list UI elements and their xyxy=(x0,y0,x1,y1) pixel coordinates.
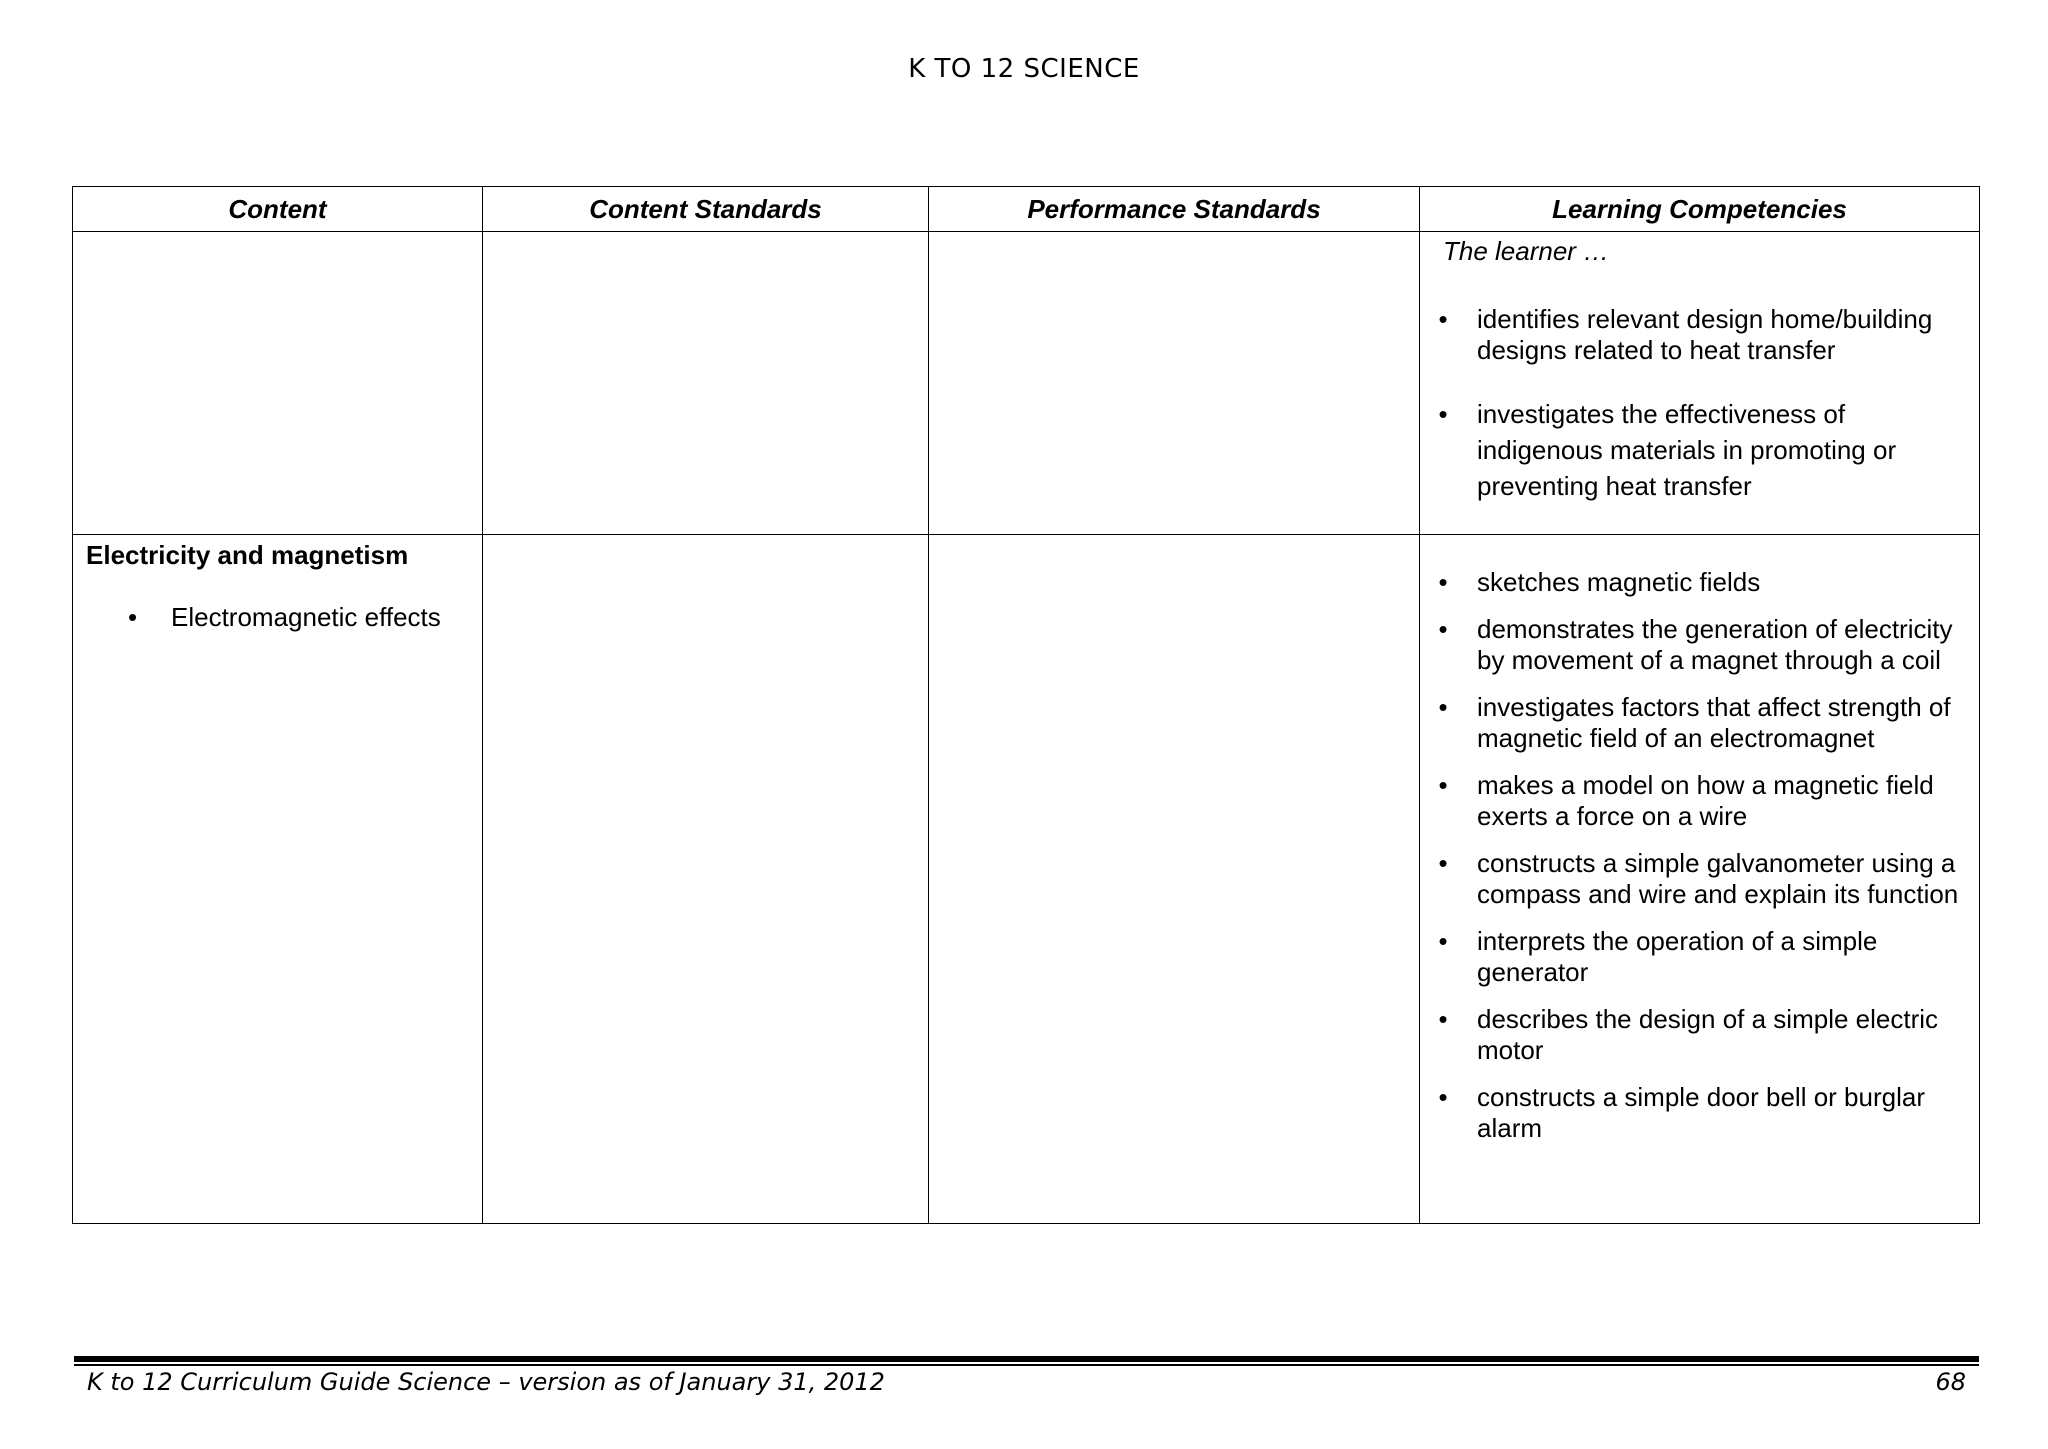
content-standards-cell xyxy=(483,535,929,1224)
bullet-icon: • xyxy=(128,602,138,632)
bullet-icon: • xyxy=(1438,1004,1448,1034)
competency-text: makes a model on how a magnetic field exerts a force on a wire xyxy=(1477,770,1934,831)
bullet-icon: • xyxy=(1438,770,1448,800)
list-item xyxy=(1420,1004,1979,1066)
competency-text: demonstrates the generation of electricity by movement of a magnet through a coil xyxy=(1477,614,1953,675)
column-header-performance-standards: Performance Standards xyxy=(929,187,1420,232)
performance-standards-cell xyxy=(929,232,1420,535)
table-row xyxy=(73,232,1980,535)
bullet-icon: • xyxy=(1438,399,1448,429)
list-item xyxy=(1420,304,1979,366)
content-title: Electricity and magnetism xyxy=(86,540,409,570)
page-header: K TO 12 SCIENCE xyxy=(908,54,1140,84)
bullet-icon: • xyxy=(1438,1082,1448,1112)
competency-text: constructs a simple door bell or burglar alarm xyxy=(1477,1082,1925,1143)
competency-text: constructs a simple galvanometer using a compass and wire and explain its function xyxy=(1477,848,1959,909)
footer-caption: K to 12 Curriculum Guide Science – version as of January 31, 2012 xyxy=(87,1368,885,1396)
competency-list xyxy=(1420,567,1979,1144)
competency-text: investigates factors that affect strength of magnetic field of an electromagnet xyxy=(1477,692,1951,753)
curriculum-table xyxy=(72,186,1980,1224)
list-item xyxy=(1420,926,1979,988)
learning-competencies-cell xyxy=(1420,535,1980,1224)
column-header-learning-competencies: Learning Competencies xyxy=(1420,187,1980,232)
competency-text: sketches magnetic fields xyxy=(1477,567,1761,597)
competency-text: identifies relevant design home/building designs related to heat transfer xyxy=(1477,304,1933,365)
bullet-icon: • xyxy=(1438,567,1448,597)
competency-text: interprets the operation of a simple generator xyxy=(1477,926,1878,987)
footer-divider-thin xyxy=(74,1364,1979,1366)
learning-competencies-cell xyxy=(1420,232,1980,535)
bullet-icon: • xyxy=(1438,692,1448,722)
competency-text: describes the design of a simple electric motor xyxy=(1477,1004,1939,1065)
competency-list xyxy=(1420,304,1979,504)
bullet-icon: • xyxy=(1438,926,1448,956)
table-row xyxy=(73,535,1980,1224)
content-item xyxy=(73,601,482,633)
bullet-icon: • xyxy=(1438,848,1448,878)
content-cell xyxy=(73,535,483,1224)
learner-intro: The learner … xyxy=(1443,236,1610,266)
bullet-icon: • xyxy=(1438,304,1448,334)
content-item-text: Electromagnetic effects xyxy=(171,602,441,632)
content-cell xyxy=(73,232,483,535)
column-header-content: Content xyxy=(73,187,483,232)
footer-divider xyxy=(74,1356,1979,1362)
table-header-row xyxy=(73,187,1980,232)
list-item xyxy=(1420,614,1979,676)
list-item xyxy=(1420,396,1979,504)
list-item xyxy=(1420,770,1979,832)
competency-text: investigates the effectiveness of indigenous materials in promoting or preventing heat transfer xyxy=(1477,399,1897,501)
column-header-content-standards: Content Standards xyxy=(483,187,929,232)
content-standards-cell xyxy=(483,232,929,535)
list-item xyxy=(1420,848,1979,910)
performance-standards-cell xyxy=(929,535,1420,1224)
list-item xyxy=(1420,567,1979,598)
list-item xyxy=(1420,692,1979,754)
bullet-icon: • xyxy=(1438,614,1448,644)
list-item xyxy=(1420,1082,1979,1144)
page-number: 68 xyxy=(1935,1368,1966,1396)
